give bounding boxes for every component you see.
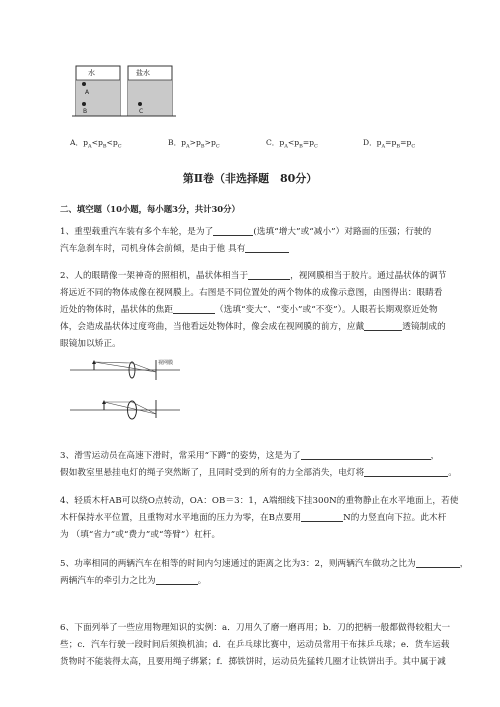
q1-blank-1[interactable] (213, 225, 253, 236)
choice-c[interactable]: C．$p_A<p_B=p_C$ (266, 138, 318, 150)
choice-a[interactable]: A．$p_A<p_B<p_C$ (70, 138, 122, 150)
q3-blank-2[interactable] (364, 466, 448, 477)
choice-b[interactable]: B．$p_A>p_B>p_C$ (168, 138, 220, 150)
choice-d[interactable]: D．$p_A=p_B=p_C$ (363, 138, 416, 150)
retina-label: 视网膜 (158, 360, 174, 366)
q2-blank-1[interactable] (248, 269, 290, 280)
subsection-heading: 二、填空题（10小题，每小题3分，共计30分） (60, 204, 240, 214)
question-4: 4、轻质木杆AB可以绕O点转动，OA：OB＝3：1，A端细线下挂300N的重物静止在水平地面上，若使 木杆保持水平位置，且重物对水平地面的压力为零，在B点要用 N的力竖直向下拉。此木杆 为 （填“省力”或“费力”或“等臂”）杠杆。 (60, 496, 459, 540)
question-5: 5、功率相同的两辆汽车在相等的时间内匀速通过的距离之比为3：2，则两辆汽车做功之比为 ， 两辆汽车的牵引力之比为 。 (60, 559, 469, 586)
containers-figure (70, 62, 180, 122)
question-3: 3、滑雪运动员在高速下滑时，常采用“下蹲”的姿势，这是为了 ， 假如教室里悬挂电灯的绳子突然断了，且同时受到的所有的力全部消失，电灯将 。 (60, 451, 457, 478)
svg-text:A: A (85, 89, 90, 96)
question-1: 1、重型载重汽车装有多个车轮，是为了 (选填“增大”或“减小”）对路面的压强；行驶的 汽车急刹车时，司机身体会前倾，是由于他 具有 (60, 227, 432, 254)
q5-blank-2[interactable] (156, 574, 198, 585)
q2-blank-2[interactable] (173, 303, 215, 314)
saltwater-label: 盐水 (136, 69, 150, 77)
q1-blank-2[interactable] (245, 242, 289, 253)
svg-text:B: B (83, 108, 88, 115)
q4-blank-1[interactable] (301, 511, 343, 522)
water-label: 水 (88, 69, 95, 77)
question-6: 6、下面列举了一些应用物理知识的实例：a．刀用久了磨一磨再用；b．刀的把柄一般都做得较粗大一 些；c．汽车行驶一段时间后须换机油；d．在乒乓球比赛中，运动员常用干布抹乒乓球；e．货车运载 货物时不能装得太高，且要用绳子绑紧；f．掷铁饼时，运动员先猛转几圈才让铁饼出手。其中属于减 (60, 623, 451, 667)
svg-text:C: C (139, 108, 144, 115)
eye-lens-figure (68, 358, 208, 420)
q5-blank-1[interactable] (416, 557, 460, 568)
section-title: 第Ⅱ卷（非选择题 80分） (182, 172, 318, 185)
q3-blank-1[interactable] (301, 449, 431, 460)
question-2: 2、人的眼睛像一架神奇的照相机，晶状体相当于 ，视网膜相当于胶片。通过晶状体的调节 将远近不同的物体成像在视网膜上。右图是不同位置处的两个物体的成像示意图，由图得出：眼睛看 近处的物体时，晶状体的焦距 （选填“变大”、“变小”或“不变”）。人眼若长期观察近处物 体，会造成晶状体过度弯曲，当他看远处物体时，像会成在视网膜的前方，应戴 透镜制成的 眼镜加以矫正。 (60, 271, 447, 349)
q2-blank-3[interactable] (364, 320, 402, 331)
